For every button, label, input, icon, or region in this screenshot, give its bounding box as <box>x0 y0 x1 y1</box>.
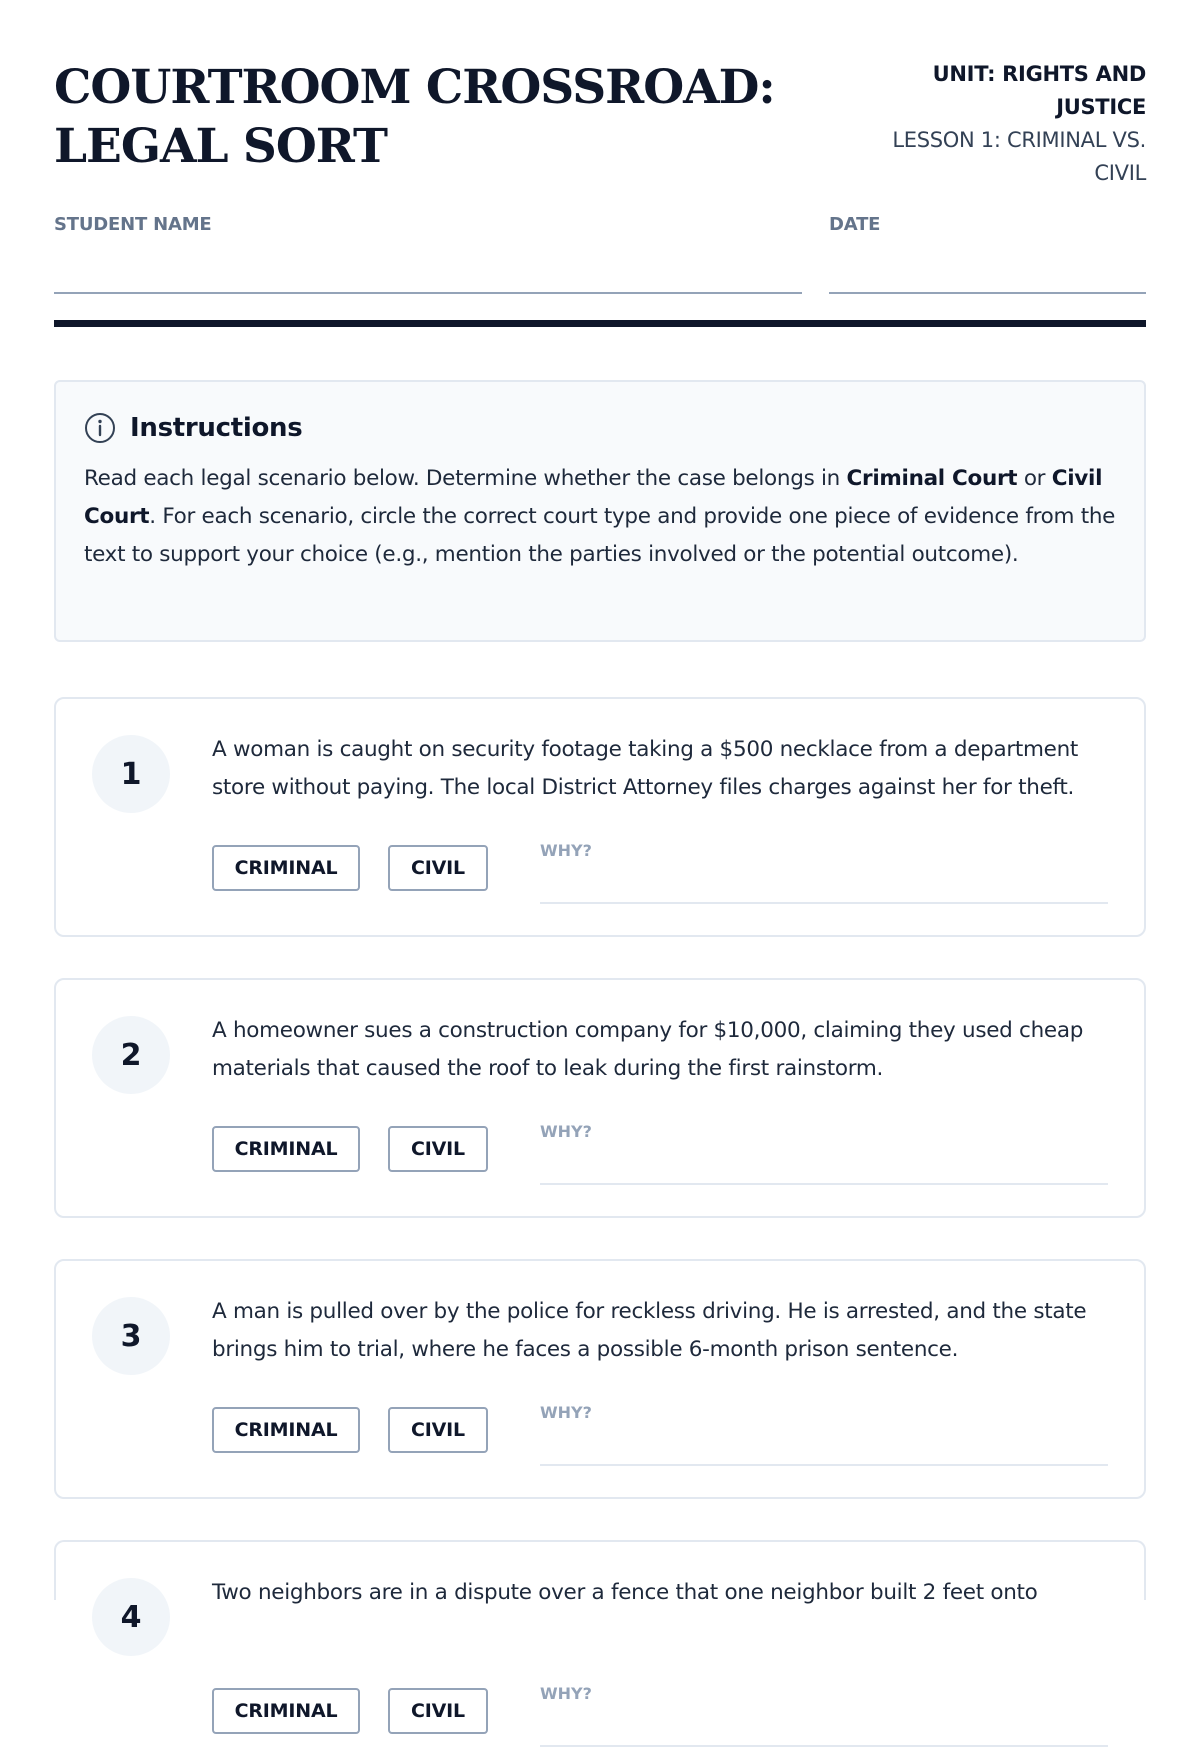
civil-option[interactable]: CIVIL <box>388 845 488 891</box>
why-label: WHY? <box>540 841 592 860</box>
page-title: COURTROOM CROSSROAD: LEGAL SORT <box>54 60 775 174</box>
date-label: DATE <box>829 214 881 235</box>
why-label: WHY? <box>540 1122 592 1141</box>
civil-option[interactable]: CIVIL <box>388 1126 488 1172</box>
criminal-option[interactable]: CRIMINAL <box>212 1126 360 1172</box>
scenario-text: A man is pulled over by the police for reckless driving. He is arrested, and the state brings him to trial, where he faces a possible 6-month prison sentence. <box>212 1299 1087 1362</box>
civil-court-term: Civil Court <box>84 466 1103 529</box>
criminal-court-term: Criminal Court <box>846 466 1018 491</box>
scenario-card-3 <box>54 1259 1146 1499</box>
unit-info <box>856 58 1146 190</box>
criminal-option[interactable]: CRIMINAL <box>212 1407 360 1453</box>
instructions-box <box>54 380 1146 642</box>
scenario-number: 2 <box>92 1016 170 1094</box>
instructions-text-part: . For each scenario, circle the correct court type and provide one piece of evidence from the text to support your choice (e.g., mention the parties involved or the potential outcome). <box>84 504 1116 567</box>
student-name-label: STUDENT NAME <box>54 214 212 235</box>
instructions-text <box>84 460 1116 574</box>
scenario-number: 1 <box>92 735 170 813</box>
unit-title: UNIT: RIGHTS AND JUSTICE <box>932 62 1146 119</box>
why-label: WHY? <box>540 1403 592 1422</box>
scenario-card-2 <box>54 978 1146 1218</box>
civil-option[interactable]: CIVIL <box>388 1688 488 1734</box>
scenario-number: 3 <box>92 1297 170 1375</box>
lesson-title: LESSON 1: CRIMINAL VS. CIVIL <box>892 128 1146 185</box>
instructions-heading <box>84 410 1116 446</box>
criminal-option[interactable]: CRIMINAL <box>212 1688 360 1734</box>
scenario-text: A woman is caught on security footage taking a $500 necklace from a department store without paying. The local District Attorney files charges against her for theft. <box>212 737 1079 800</box>
scenario-card-4 <box>54 1540 1146 1722</box>
civil-option[interactable]: CIVIL <box>388 1407 488 1453</box>
scenario-text: Two neighbors are in a dispute over a fence that one neighbor built 2 feet onto <box>212 1580 1038 1605</box>
worksheet-header <box>54 58 1146 188</box>
instructions-text-part: or <box>1017 466 1052 491</box>
scenario-number: 4 <box>92 1578 170 1656</box>
why-answer-field[interactable] <box>540 1183 1108 1185</box>
scenario-card-1 <box>54 697 1146 937</box>
info-icon <box>84 412 116 444</box>
instructions-title: Instructions <box>130 413 303 443</box>
why-label: WHY? <box>540 1684 592 1703</box>
criminal-option[interactable]: CRIMINAL <box>212 845 360 891</box>
student-name-field[interactable] <box>54 292 802 294</box>
instructions-text-part: Read each legal scenario below. Determine whether the case belongs in <box>84 466 847 491</box>
header-divider <box>54 320 1146 327</box>
scenario-text: A homeowner sues a construction company for $10,000, claiming they used cheap materials that caused the roof to leak during the first rainstorm. <box>212 1018 1084 1081</box>
why-answer-field[interactable] <box>540 1464 1108 1466</box>
date-field[interactable] <box>829 292 1146 294</box>
why-answer-field[interactable] <box>540 902 1108 904</box>
